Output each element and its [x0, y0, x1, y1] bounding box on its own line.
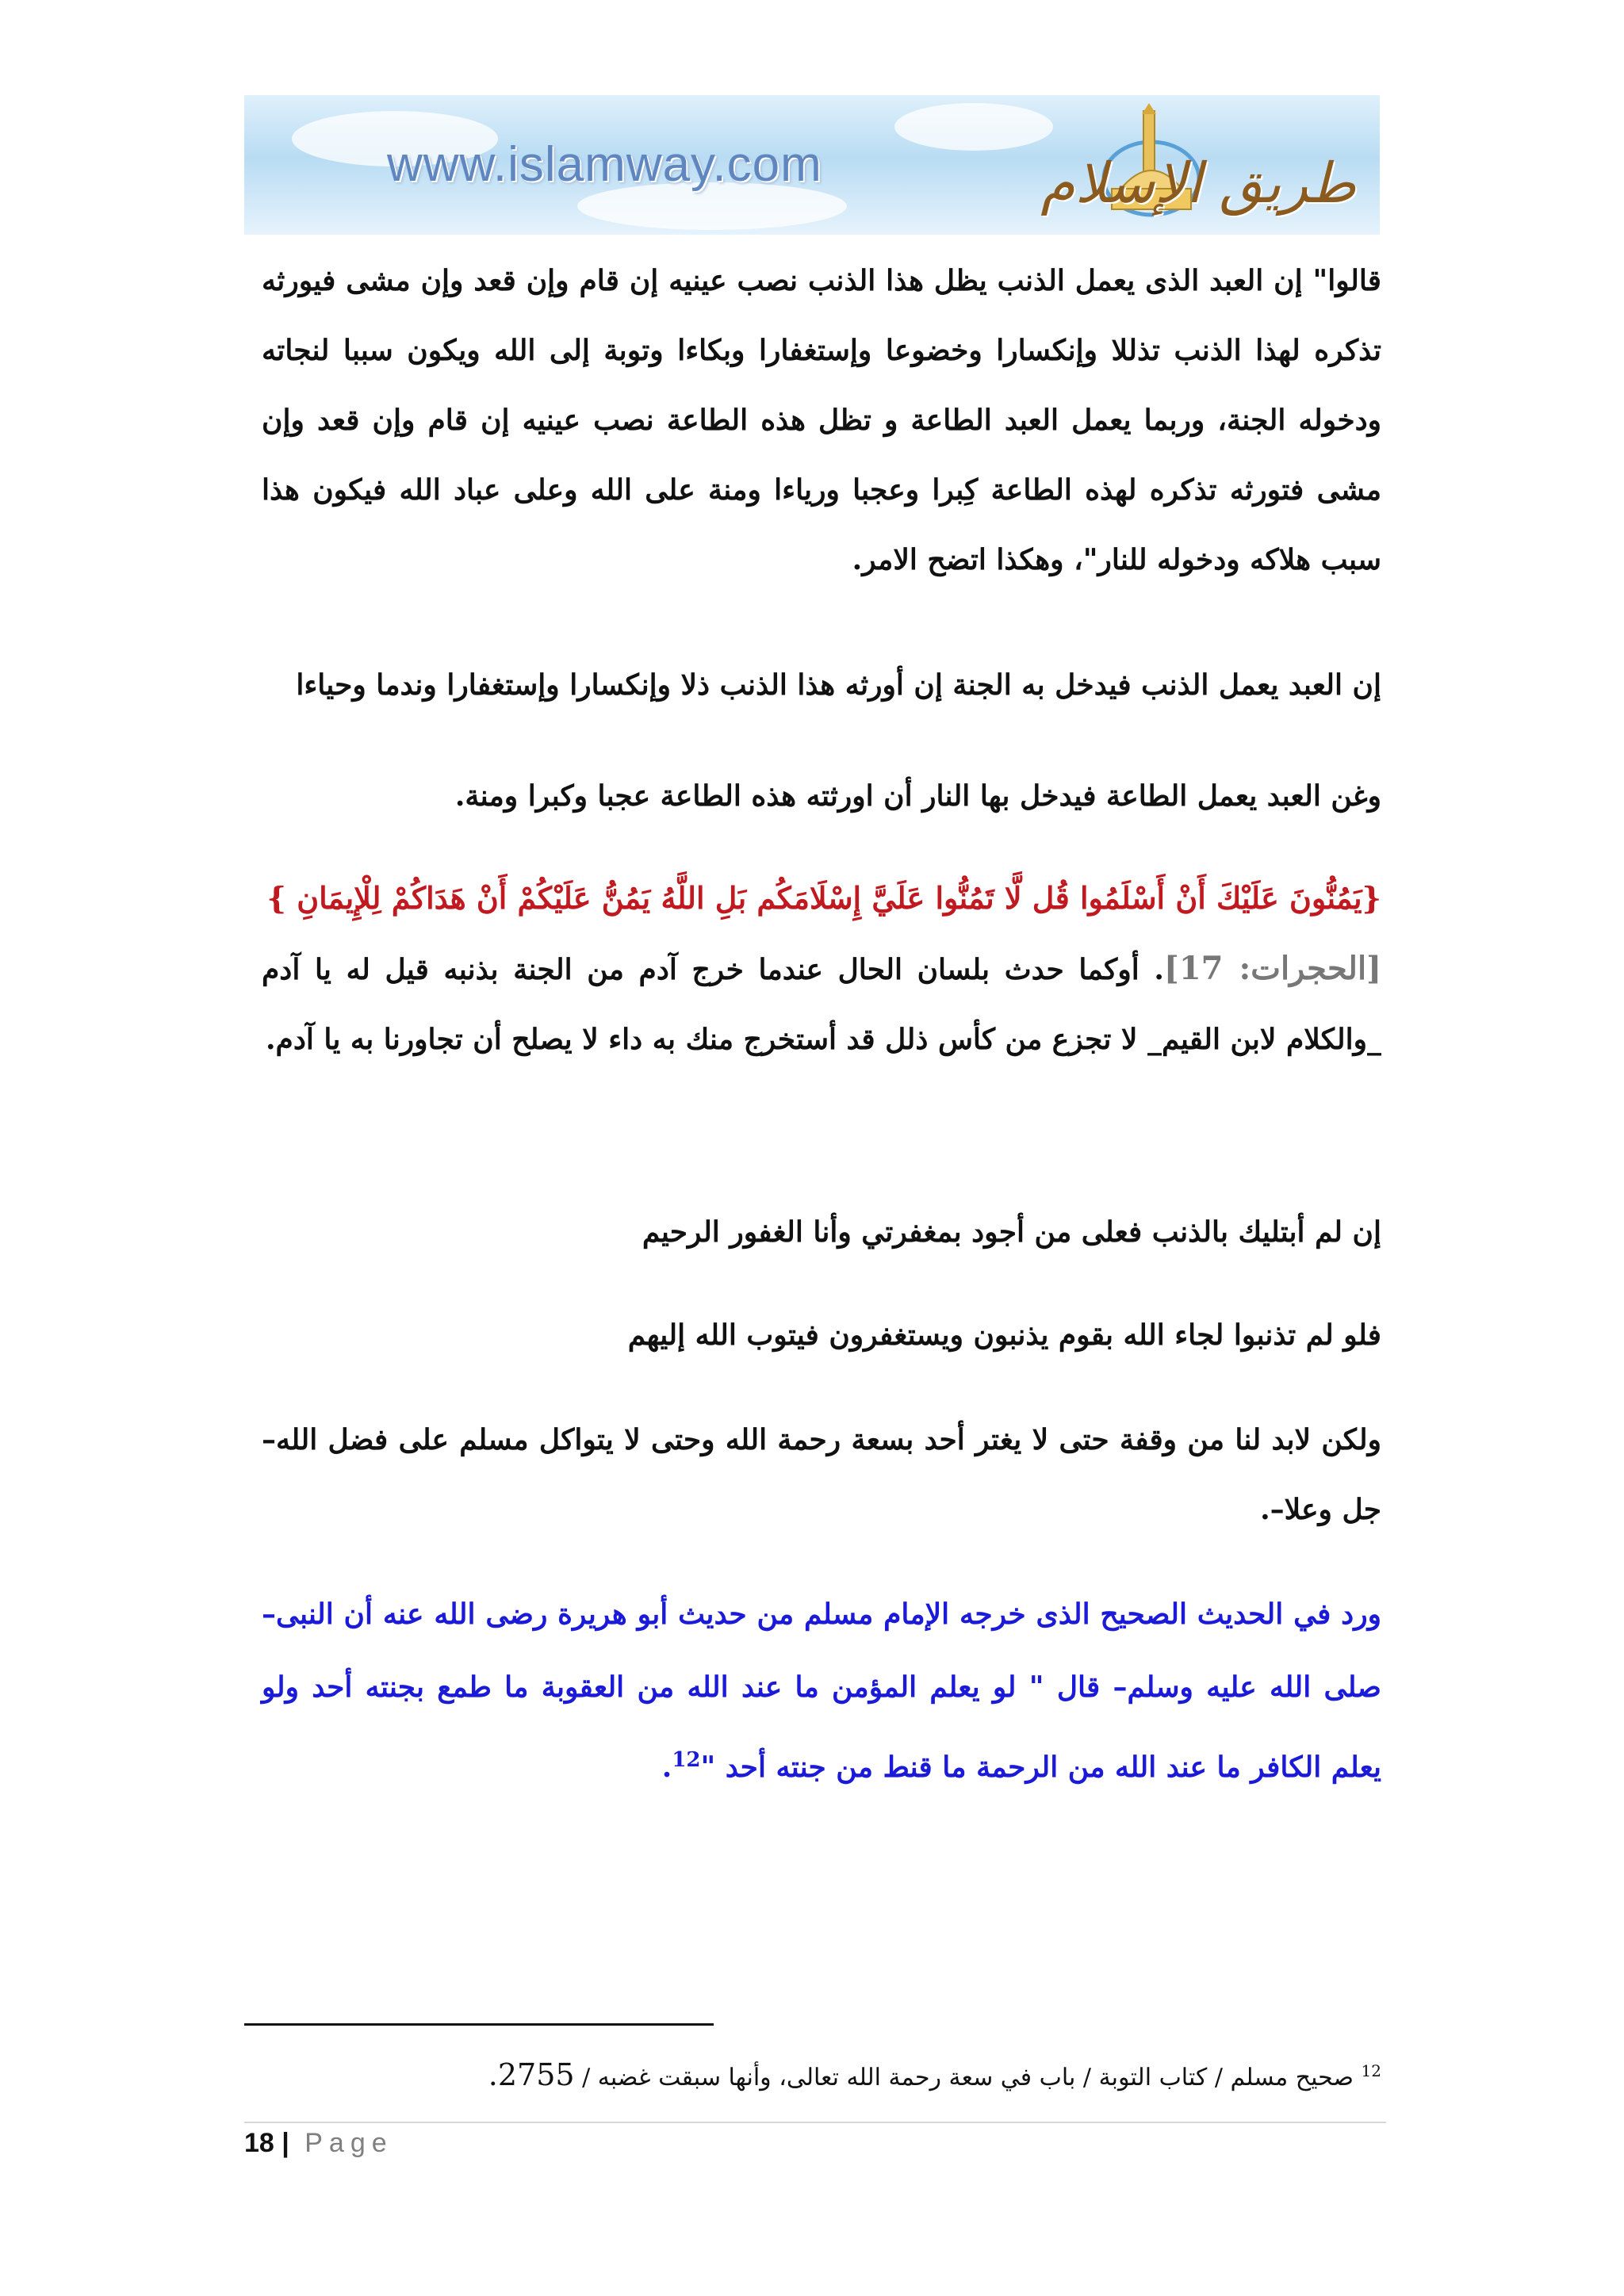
footer-separator — [244, 2122, 1386, 2123]
page-separator: | — [282, 2128, 289, 2158]
page-number: 18 — [244, 2128, 274, 2158]
quran-verse: {يَمُنُّونَ عَلَيْكَ أَنْ أَسْلَمُوا قُل لَّا تَمُنُّوا عَلَيَّ إِسْلَامَكُم بَلِ اللَّهُ يَمُنُّ عَلَيْكُمْ أَنْ هَدَاكُمْ لِلْإِيمَانِ } — [266, 880, 1381, 916]
header-banner — [244, 95, 1380, 235]
paragraph-2: إن العبد يعمل الذنب فيدخل به الجنة إن أورثه هذا الذنب ذلا وإنكسارا وإستغفارا وندما وحياءا — [296, 668, 1381, 702]
quran-reference: [الحجرات: 17] — [1163, 950, 1381, 987]
hadith-end: . — [661, 1751, 672, 1784]
site-url: www.islamway.com — [387, 137, 822, 192]
hadith-paragraph — [262, 1578, 1381, 1804]
footnote-hadith-number: 2755. — [488, 2057, 575, 2092]
body-paragraph — [262, 761, 1381, 831]
footnote-separator — [244, 2023, 714, 2026]
cloud-decoration — [894, 103, 1053, 151]
body-paragraph — [262, 650, 1381, 720]
page-number-footer — [244, 2128, 393, 2159]
body-paragraph — [262, 246, 1381, 595]
footnote-reference[interactable]: 12 — [672, 1748, 701, 1772]
paragraph-3: وغن العبد يعمل الطاعة فيدخل بها النار أن اورثته هذه الطاعة عجبا وكبرا ومنة. — [454, 779, 1381, 813]
paragraph-6: ولكن لابد لنا من وقفة حتى لا يغتر أحد بسعة رحمة الله وحتى لا يتواكل مسلم على فضل الله–جل وعلا–. — [262, 1423, 1381, 1526]
paragraph-continuation: . أوكما حدث بلسان الحال عندما خرج آدم من الجنة بذنبه قيل له يا آدم _والكلام لابن القيم_ لا تجزع من كأس ذلل قد أستخرج منك به داء لا يصلح أن تجاورنا به يا آدم. — [262, 953, 1381, 1056]
footnote-number: 12 — [1361, 2061, 1381, 2080]
body-paragraph — [262, 1300, 1381, 1370]
brand-name: طريق الإسلام — [1040, 151, 1356, 216]
paragraph-1: قالوا" إن العبد الذى يعمل الذنب يظل هذا الذنب نصب عينيه إن قام وإن قعد وإن مشى فيورثه تذكره لهذا الذنب تذللا وإنكسارا وخضوعا وإستغفارا وبكاءا وتوبة إلى الله ويكون سببا لنجاته ودخوله الجنة، وربما يعمل العبد الطاعة و تظل هذه الطاعة نصب عينيه إن قام وإن قعد وإن مشى فتورثه تذكره لهذه الطاعة كِبرا وعجبا ورياءا ومنة على الله وعلى عباد الله فيكون هذا سبب هلاكه ودخوله للنار"، وهكذا اتضح الامر. — [262, 264, 1381, 576]
paragraph-5: فلو لم تذنبوا لجاء الله بقوم يذنبون ويستغفرون فيتوب الله إليهم — [627, 1318, 1381, 1352]
paragraph-4: إن لم أبتليك بالذنب فعلى من أجود بمغفرتي وأنا الغفور الرحيم — [642, 1215, 1381, 1249]
page-label: Page — [304, 2128, 393, 2158]
quran-reference-paragraph — [262, 934, 1381, 1074]
body-paragraph — [262, 1405, 1381, 1544]
body-paragraph — [262, 1197, 1381, 1267]
footnote-text: صحيح مسلم / كتاب التوبة / باب في سعة رحمة الله تعالى، وأنها سبقت غضبه / — [582, 2064, 1354, 2091]
hadith-text: ورد في الحديث الصحيح الذى خرجه الإمام مسلم من حديث أبو هريرة رضى الله عنه أن النبى–صلى الله عليه وسلم– قال " لو يعلم المؤمن ما عند الله من العقوبة ما طمع بجنته أحد ولو يعلم الكافر ما عند الله من الرحمة ما قنط من جنته أحد " — [262, 1598, 1381, 1784]
footnote — [262, 2052, 1381, 2097]
